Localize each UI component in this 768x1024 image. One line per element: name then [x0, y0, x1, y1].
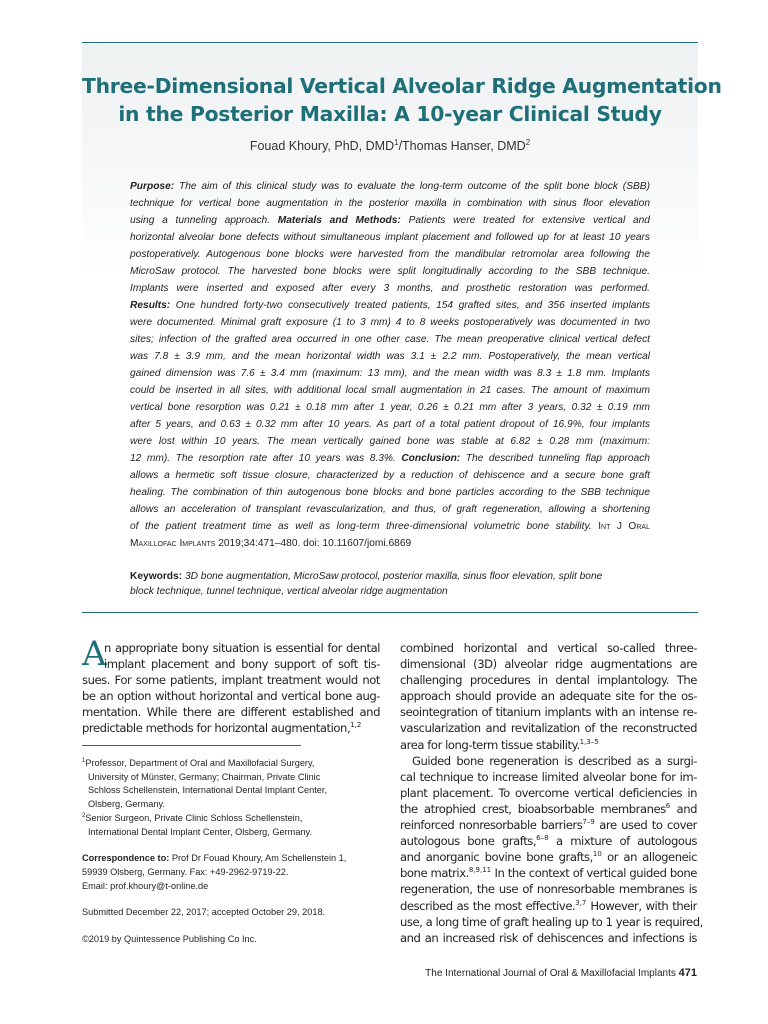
- copyright: ©2019 by Quintessence Publishing Co Inc.: [82, 934, 257, 945]
- body-line: cal technique to increase limited alveolar bone for im-: [400, 769, 697, 784]
- body-column-left: [82, 640, 380, 737]
- abstract-line: gained dimension was 7.6 ± 3.4 mm (maximum: 13 mm), and the mean width was 8.3 ± 1.8 mm. Implants: [130, 368, 650, 379]
- abstract-line: vertical bone resorption was 0.21 ± 0.18 mm after 1 year, 0.26 ± 0.21 mm after 3 years, 0.32 ± 0.19 mm: [130, 402, 650, 413]
- body-line: area for long-term tissue stability.$^{1,3-5}$: [400, 737, 599, 752]
- body-line: challenging procedures in dental implantology. The: [400, 673, 697, 688]
- body-line: dimensional (3D) alveolar ridge augmentations are: [400, 657, 697, 672]
- correspondence-email: Email: prof.khoury@t-online.de: [82, 880, 209, 891]
- body-line: bone matrix.$^{8,9,11}$ In the context of vertical guided bone: [400, 866, 697, 881]
- article-title: [82, 72, 722, 128]
- body-line: described as the most effective.$^{3,7}$ However, with their: [400, 898, 697, 913]
- drop-cap: A: [82, 634, 107, 674]
- journal-abbrev-cont: Maxillofac Implants: [130, 538, 216, 549]
- abstract-line: Results: One hundred forty-two consecutively treated patients, 154 grafted sites, and 356 inserted implants: [130, 300, 650, 311]
- page-number: 471: [678, 967, 697, 979]
- running-footer: [82, 966, 697, 981]
- abstract-line: sites; infection of the grafted area occurred in one other case. The mean preoperative clinical vertical defect: [130, 334, 650, 345]
- body-line: n appropriate bony situation is essential for dental: [104, 641, 380, 655]
- abstract-line: could be inserted in all sites, with additional local small augmentation in 21 cases. The amount of maximum: [130, 385, 650, 396]
- abstract: [130, 178, 650, 552]
- body-column-right: [400, 640, 703, 946]
- body-line: reinforced nonresorbable barriers$^{7-9}$ are used to cover: [400, 818, 697, 833]
- title-line-1: Three-Dimensional Vertical Alveolar Ridge Augmentation: [82, 74, 722, 98]
- author-line: [82, 138, 698, 154]
- author-separator: /: [398, 139, 403, 153]
- citation: 2019;34:471–480. doi: 10.11607/jomi.6869: [218, 538, 412, 549]
- citation-ref: 1,2: [350, 721, 362, 730]
- body-line: predictable methods for horizontal augmentation,$^{1,2}$: [82, 721, 362, 736]
- abstract-line: Purpose: The aim of this clinical study was to evaluate the long-term outcome of the split bone block (SBB): [130, 181, 650, 192]
- author-1-affiliation: 1: [394, 138, 399, 147]
- journal-abbrev: Int J Oral: [598, 521, 650, 532]
- results-label: Results:: [130, 300, 171, 311]
- body-line: regeneration, the use of nonresorbable membranes is: [400, 882, 697, 897]
- citation-ref: 7–9: [582, 818, 595, 827]
- body-line: plant placement. To overcome vertical deficiencies in: [400, 785, 697, 800]
- body-line: implant placement and bony support of soft tis-: [104, 657, 380, 672]
- correspondence-label: Correspondence to:: [82, 853, 170, 864]
- author-1: Fouad Khoury, PhD, DMD: [249, 139, 395, 153]
- footnotes: [82, 757, 382, 960]
- abstract-line: MicroSaw protocol. The harvested bone blocks were split longitudinally according to the SBB technique.: [130, 266, 650, 277]
- abstract-line: horizontal alveolar bone defects without simultaneous implant placement and followed up for at least 10 years: [130, 232, 650, 243]
- title-line-2: in the Posterior Maxilla: A 10-year Clinical Study: [118, 102, 662, 126]
- citation-ref: 1,3–5: [579, 737, 599, 746]
- affiliations: $^1$Professor, Department of Oral and Maxillofacial Surgery, University of Münster, Germany; Chairman, Private Clinic Schloss Schellenstein, International Dental Implant Center, Olsberg, Germany. $^2$Senior Surgeon, Private Clinic Schloss Schellenstein, International Dental Implant Center, Olsberg, Germany.: [82, 758, 328, 837]
- section-rule: [82, 612, 698, 613]
- body-line: combined horizontal and vertical so-called three-: [400, 641, 697, 655]
- abstract-line: Implants were inserted and exposed after every 3 months, and prosthetic restoration was performed.: [130, 283, 650, 294]
- citation-ref: 8,9,11: [468, 866, 492, 875]
- footnote-rule: [82, 745, 301, 746]
- correspondence: Correspondence to: Prof Dr Fouad Khoury, Am Schellenstein 1, 59939 Olsberg, Germany. Fax: +49-2962-9719-22. Email: prof.khoury@t-online.de: [82, 852, 382, 893]
- abstract-line: healing. The combination of thin autogenous bone blocks and bone particles according to the SBB technique: [130, 487, 650, 498]
- abstract-line: of the patient treatment time as well as long-term three-dimensional volumetric bone stability. Int J Oral: [130, 521, 650, 532]
- body-line: be an option without horizontal and vertical bone aug-: [82, 689, 380, 704]
- methods-label: Materials and Methods:: [277, 215, 401, 226]
- journal-name: The International Journal of Oral & Maxillofacial Implants: [425, 968, 676, 979]
- author-2-affiliation: 2: [525, 138, 531, 147]
- abstract-line: 12 mm). The resorption rate after 10 years was 8.3%. Conclusion: The described tunneling flap approach: [130, 453, 650, 464]
- abstract-line: using a tunneling approach. Materials and Methods: Patients were treated for extensive vertical and: [130, 215, 650, 226]
- body-line: approach should provide an adequate site for the os-: [400, 689, 697, 704]
- abstract-line: allows a hermetic soft tissue closure, characterized by a reduction of dehiscence and a secure bone graft: [130, 470, 650, 481]
- citation-line: [130, 535, 650, 552]
- keywords: Keywords: 3D bone augmentation, MicroSaw protocol, posterior maxilla, sinus floor elevation, split bone block technique, tunnel technique, vertical alveolar ridge augmentation: [130, 571, 603, 597]
- purpose-label: Purpose:: [130, 181, 175, 192]
- body-line: and anorganic bovine bone grafts,$^{10}$ or an allogeneic: [400, 850, 697, 865]
- citation-ref: 6–8: [536, 834, 549, 843]
- citation-ref: 3,7: [575, 898, 587, 907]
- conclusion-label: Conclusion:: [401, 453, 461, 464]
- top-rule: [82, 42, 698, 43]
- abstract-line: technique for vertical bone augmentation in the posterior maxilla in combination with sinus floor elevation: [130, 198, 650, 209]
- body-line: vascularization and revitalization of the reconstructed: [400, 721, 697, 736]
- abstract-line: was 7.8 ± 3.9 mm, and the mean horizontal width was 3.1 ± 2.2 mm. Postoperatively, the mean vertical: [130, 351, 650, 362]
- abstract-line: were documented. Minimal graft exposure (1 to 3 mm) 4 to 8 weeks postoperatively was documented in two: [130, 317, 650, 328]
- abstract-line: postoperatively. Autogenous bone blocks were harvested from the mandibular retromolar area following the: [130, 249, 650, 260]
- body-line: autologous bone grafts,$^{6-8}$ a mixture of autologous: [400, 834, 697, 849]
- citation-ref: 10: [592, 850, 602, 859]
- author-2: Thomas Hanser, DMD: [402, 139, 526, 153]
- citation-ref: 6: [665, 801, 671, 810]
- body-line: the atrophied crest, bioabsorbable membranes$^6$ and: [400, 801, 698, 816]
- body-line: seointegration of titanium implants with an intense re-: [400, 705, 697, 720]
- body-line: use, a long time of graft healing up to 1 year is required,: [400, 914, 703, 929]
- abstract-line: allows an acceleration of transplant revascularization, and thus, of graft regeneration, allowing a shortening: [130, 504, 650, 515]
- keywords-label: Keywords:: [130, 571, 183, 582]
- body-line: and an increased risk of dehiscences and infections is: [400, 930, 697, 945]
- body-line: mentation. While there are different established and: [82, 705, 380, 720]
- submission-dates: Submitted December 22, 2017; accepted October 29, 2018.: [82, 907, 326, 918]
- abstract-line: after 5 years, and 0.63 ± 0.32 mm after 10 years. As part of a total patient dropout of 16.9%, four implants: [130, 419, 650, 430]
- body-line: sues. For some patients, implant treatment would not: [82, 673, 380, 688]
- body-line: Guided bone regeneration is described as a surgi-: [412, 753, 697, 768]
- abstract-line: were lost within 10 years. The mean vertically gained bone was stable at 6.82 ± 0.28 mm (maximum:: [130, 436, 650, 447]
